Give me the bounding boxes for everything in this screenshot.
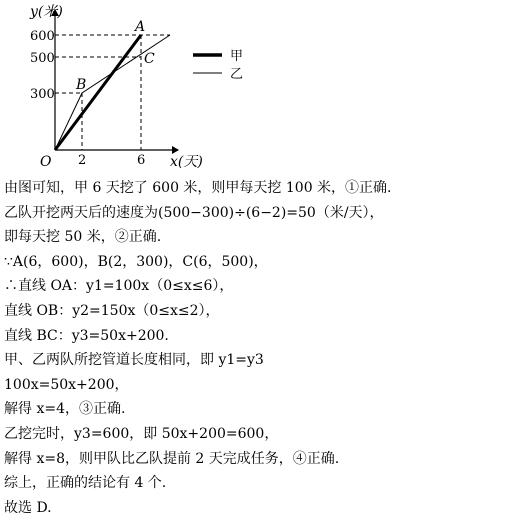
series-jia-line (55, 35, 141, 150)
point-label-b: B (76, 77, 87, 93)
solution-line: 直线 BC：y3=50x+200. (4, 327, 169, 344)
legend-yi-label: 乙 (230, 67, 244, 82)
solution-line: ∴直线 OA：y1=100x（0≤x≤6）， (4, 278, 234, 295)
point-label-a: A (135, 19, 146, 35)
x-axis-label: x(天) (170, 154, 203, 170)
y-tick-300: 300 (30, 87, 55, 102)
y-tick-500: 500 (30, 51, 55, 66)
solution-line: 100x=50x+200， (4, 376, 129, 393)
solution-line: ∵A(6，600)，B(2，300)，C(6，500)， (4, 253, 268, 270)
solution-line: 由图可知，甲 6 天挖了 600 米，则甲每天挖 100 米，①正确. (4, 180, 392, 196)
legend (193, 49, 243, 82)
solution-line: 即每天挖 50 米，②正确. (4, 229, 162, 246)
legend-jia-label: 甲 (230, 49, 244, 64)
solution-line: 解得 x=4，③正确. (4, 401, 126, 418)
x-tick-6: 6 (137, 153, 146, 168)
solution-line: 乙挖完时，y3=600，即 50x+200=600， (4, 425, 279, 442)
solution-line: 综上，正确的结论有 4 个. (4, 475, 167, 492)
origin-label: O (40, 154, 52, 170)
solution-line: 乙队开挖两天后的速度为(500−300)÷(6−2)=50（米/天）， (4, 204, 384, 221)
solution-text (4, 176, 504, 520)
y-tick-600: 600 (30, 29, 55, 44)
solution-line: 直线 OB：y2=150x（0≤x≤2）， (4, 302, 220, 319)
line-graph-figure (0, 0, 506, 176)
solution-line: 解得 x=8，则甲队比乙队提前 2 天完成任务，④正确. (4, 450, 340, 467)
solution-line: 甲、乙两队所挖管道长度相同，即 y1=y3 (4, 352, 264, 369)
point-label-c: C (144, 51, 155, 67)
solution-line: 故选 D. (4, 499, 52, 516)
x-tick-2: 2 (78, 153, 87, 168)
y-axis-label: y(米) (30, 4, 63, 20)
